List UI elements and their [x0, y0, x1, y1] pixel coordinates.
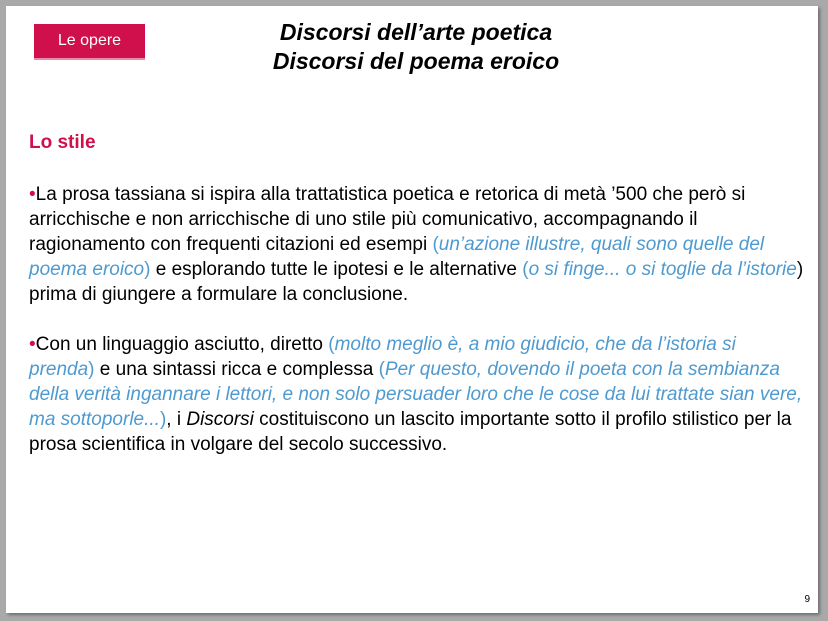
- paren: (: [378, 359, 385, 380]
- slide-title: [156, 18, 676, 76]
- text: Con un linguaggio asciutto, diretto: [35, 334, 329, 355]
- title-line-1: Discorsi dell’arte poetica: [279, 19, 553, 45]
- paragraph-1: [29, 182, 804, 307]
- text: e una sintassi ricca e complessa: [94, 359, 379, 380]
- section-badge: Le opere: [34, 24, 145, 60]
- slide: [6, 6, 818, 613]
- text: costituiscono un lascito importante sotto il profilo stilistico per la prosa scientifica in volgare del secolo successivo.: [29, 409, 792, 455]
- section-heading: Lo stile: [29, 132, 96, 153]
- title-line-2: Discorsi del poema eroico: [272, 48, 560, 74]
- paren: (: [328, 334, 335, 355]
- quote: Per questo, dovendo il poeta con la sembianza della verità ingannare i lettori, e non solo persuader loro che le cose da lui trattate sian vere, ma sottoporle...: [29, 359, 803, 430]
- paren: ): [88, 359, 95, 380]
- paren: ): [159, 409, 167, 430]
- text: , i: [166, 409, 187, 430]
- bullet: •: [29, 184, 36, 205]
- text: ) prima di giungere a formulare la conclusione.: [29, 259, 804, 305]
- quote: un’azione illustre, quali sono quelle del poema eroico: [29, 234, 765, 280]
- quote: molto meglio è, a mio giudicio, che da l’istoria si prenda: [29, 334, 736, 380]
- bullet: •: [29, 334, 36, 355]
- paren: (: [432, 234, 439, 255]
- quote: o si finge... o si toglie da l’istorie: [528, 259, 797, 280]
- paragraph-2: [29, 332, 804, 457]
- page-number: 9: [804, 594, 810, 605]
- text: La prosa tassiana si ispira alla trattatistica poetica e retorica di metà ’500 che però si arricchische e non arricchische di uno stile più comunicativo, accompagnando il ragionamento con frequenti citazioni ed esempi: [29, 184, 746, 255]
- paren: (: [522, 259, 529, 280]
- paren: ): [144, 259, 151, 280]
- emphasis: Discorsi: [186, 409, 254, 430]
- text: e esplorando tutte le ipotesi e le alternative: [150, 259, 523, 280]
